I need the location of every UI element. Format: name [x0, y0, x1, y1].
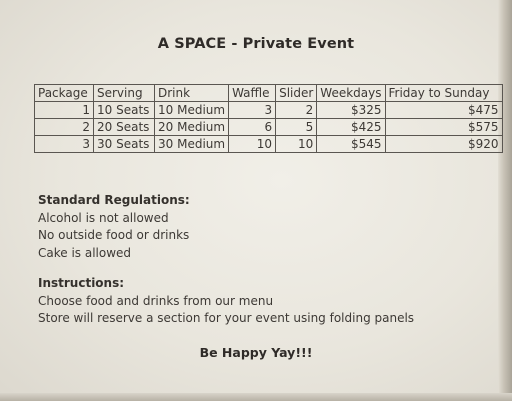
cell-slider: 5 — [276, 119, 317, 136]
regulation-item: Alcohol is not allowed — [38, 210, 169, 225]
cell-drink: 20 Medium — [155, 119, 229, 136]
cell-package: 2 — [35, 119, 94, 136]
cell-friday-to-sunday: $920 — [385, 136, 502, 153]
page-title: A SPACE - Private Event — [157, 36, 355, 52]
header-friday-to-sunday: Friday to Sunday — [385, 85, 502, 102]
cell-serving: 10 Seats — [94, 102, 155, 119]
regulations-heading: Standard Regulations: — [38, 193, 190, 207]
cell-slider: 10 — [276, 136, 317, 153]
frame-edge-right — [498, 0, 512, 401]
table-row — [35, 136, 503, 153]
cell-drink: 30 Medium — [155, 136, 229, 153]
header-slider: Slider — [276, 85, 317, 102]
table-row — [35, 102, 503, 119]
package-table — [34, 84, 503, 153]
frame-edge-bottom — [0, 393, 512, 401]
cell-slider: 2 — [276, 102, 317, 119]
cell-drink: 10 Medium — [155, 102, 229, 119]
cell-friday-to-sunday: $475 — [385, 102, 502, 119]
cell-waffle: 10 — [229, 136, 276, 153]
instruction-item: Store will reserve a section for your event using folding panels — [38, 311, 415, 325]
cell-package: 1 — [35, 102, 94, 119]
cell-friday-to-sunday: $575 — [385, 119, 502, 136]
header-package: Package — [35, 85, 94, 102]
instruction-item: Choose food and drinks from our menu — [38, 293, 274, 308]
cell-weekdays: $325 — [317, 102, 385, 119]
header-weekdays: Weekdays — [317, 85, 385, 102]
cell-serving: 20 Seats — [94, 119, 155, 136]
header-waffle: Waffle — [229, 85, 276, 102]
cell-package: 3 — [35, 136, 94, 153]
regulation-item: No outside food or drinks — [38, 228, 190, 242]
table-header-row — [35, 85, 503, 102]
regulation-item: Cake is allowed — [38, 245, 132, 260]
closing-message: Be Happy Yay!!! — [199, 345, 313, 360]
cell-weekdays: $545 — [317, 136, 385, 153]
cell-waffle: 3 — [229, 102, 276, 119]
cell-serving: 30 Seats — [94, 136, 155, 153]
header-drink: Drink — [155, 85, 229, 102]
cell-weekdays: $425 — [317, 119, 385, 136]
instructions-heading: Instructions: — [38, 276, 125, 290]
header-serving: Serving — [94, 85, 155, 102]
instructions-section — [38, 275, 414, 328]
regulations-section — [38, 192, 190, 262]
table-row — [35, 119, 503, 136]
cell-waffle: 6 — [229, 119, 276, 136]
